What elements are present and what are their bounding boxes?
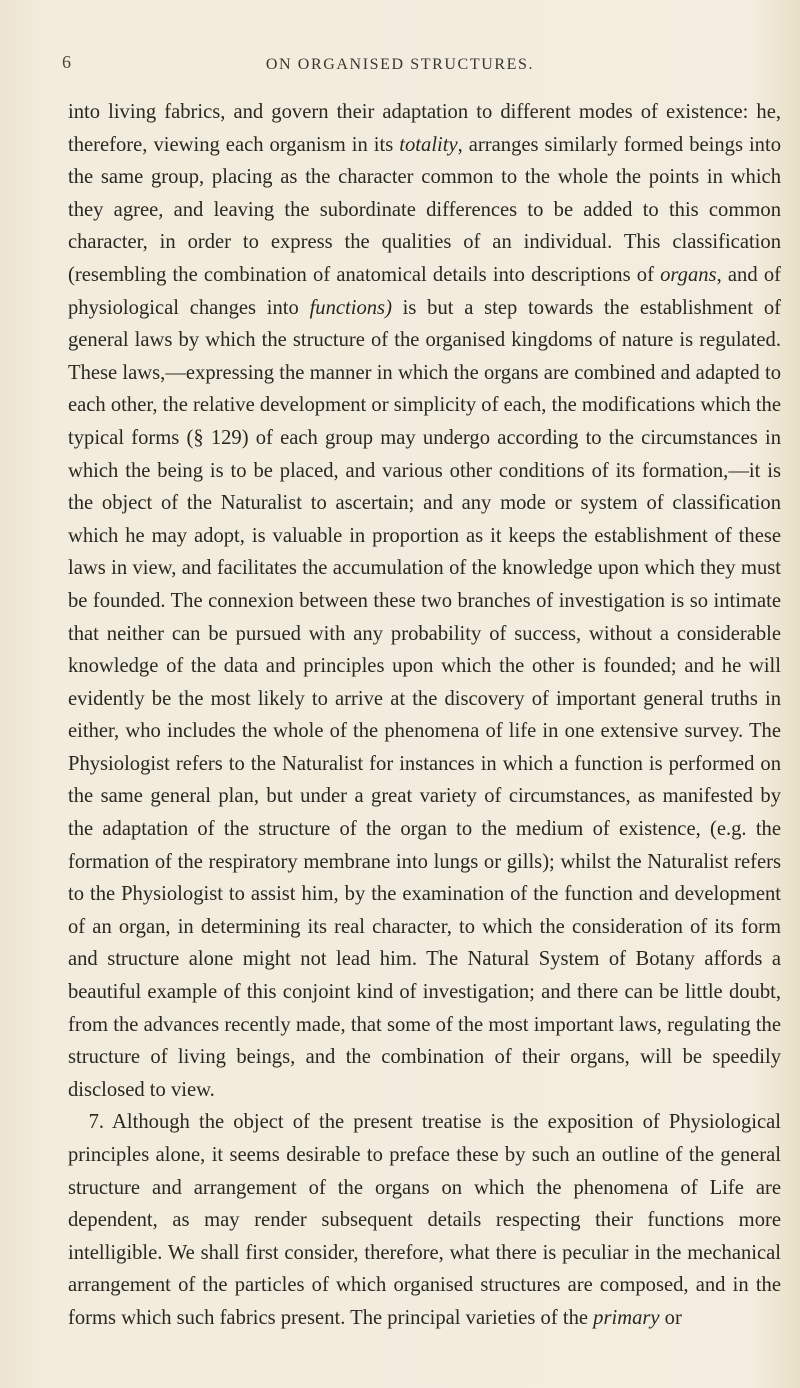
italic-term: primary [593,1306,660,1329]
page-number: 6 [62,52,71,72]
italic-term: totality [399,133,458,156]
paragraph-text: , and of physiological changes into [68,263,781,319]
section-number: 7. [88,1111,105,1134]
paragraph-text: or [659,1306,682,1329]
paragraph-text: , arranges similarly formed beings into the same group, placing as the character common to the whole the points in which they agree, and leaving the subordinate differences to be added to this common character, in order to express the qualities of an individual. This classification (resembling the combination of anatomical details into descriptions of [68,133,782,286]
paragraph-text: Although the object of the present treatise is the exposition of Physiological principles alone, it seems desirable to preface these by such an outline of the general structure and arrangement of the organs on which the phenomena of Life are dependent, as may render subsequent details respecting their functions more intelligible. We shall first consider, therefore, what there is peculiar in the mechanical arrangement of the particles of which organised structures are composed, and in the forms which such fabrics present. The principal varieties of the [68,1111,781,1329]
paragraph-text: is but a step towards the establishment of general laws by which the structure of the organised kingdoms of nature is regulated. These laws,—expressing the manner in which the organs are combined and adapted to each other, the relative development or simplicity of each, the modifications which the typical forms (§ 129) of each group may undergo according to the circumstances in which the being is to be placed, and various other conditions of its formation,—it is the object of the Naturalist to ascertain; and any mode or system of classification which he may adopt, is valuable in proportion as it keeps the establishment of these laws in view, and facilitates the accumulation of the knowledge upon which they must be founded. The connexion between these two branches of investigation is so intimate that neither can be pursued with any probability of success, without a considerable knowledge of the data and principles upon which the other is founded; and he will evidently be the most likely to arrive at the discovery of important general truths in either, who includes the whole of the phenomena of life in one extensive survey. The Physiologist refers to the Naturalist for instances in which a function is performed on the same general plan, but under a great variety of circumstances, as manifested by the adaptation of the structure of the organ to the medium of existence, (e.g. the formation of the respiratory membrane into lungs or gills); whilst the Naturalist refers to the Physiologist to assist him, by the examination of the function and development of an organ, in determining its real character, to which the consideration of its form and structure alone might not lead him. The Natural System of Botany affords a beautiful example of this conjoint kind of investigation; and there can be little doubt, from the advances recently made, that some of the most important laws, regulating the structure of living beings, and the combination of their organs, will be speedily disclosed to view. [68,296,781,1101]
italic-term: functions) [309,296,392,319]
paragraph-text: into living fabrics, and govern their adaptation to different modes of existence: he, therefore, viewing each organism in its [68,101,781,156]
body-text [68,96,781,1335]
paragraph-continued [68,96,781,1106]
running-head: ON ORGANISED STRUCTURES. [265,56,535,73]
italic-term: organs [660,263,717,286]
paragraph-section-7 [68,1106,781,1334]
